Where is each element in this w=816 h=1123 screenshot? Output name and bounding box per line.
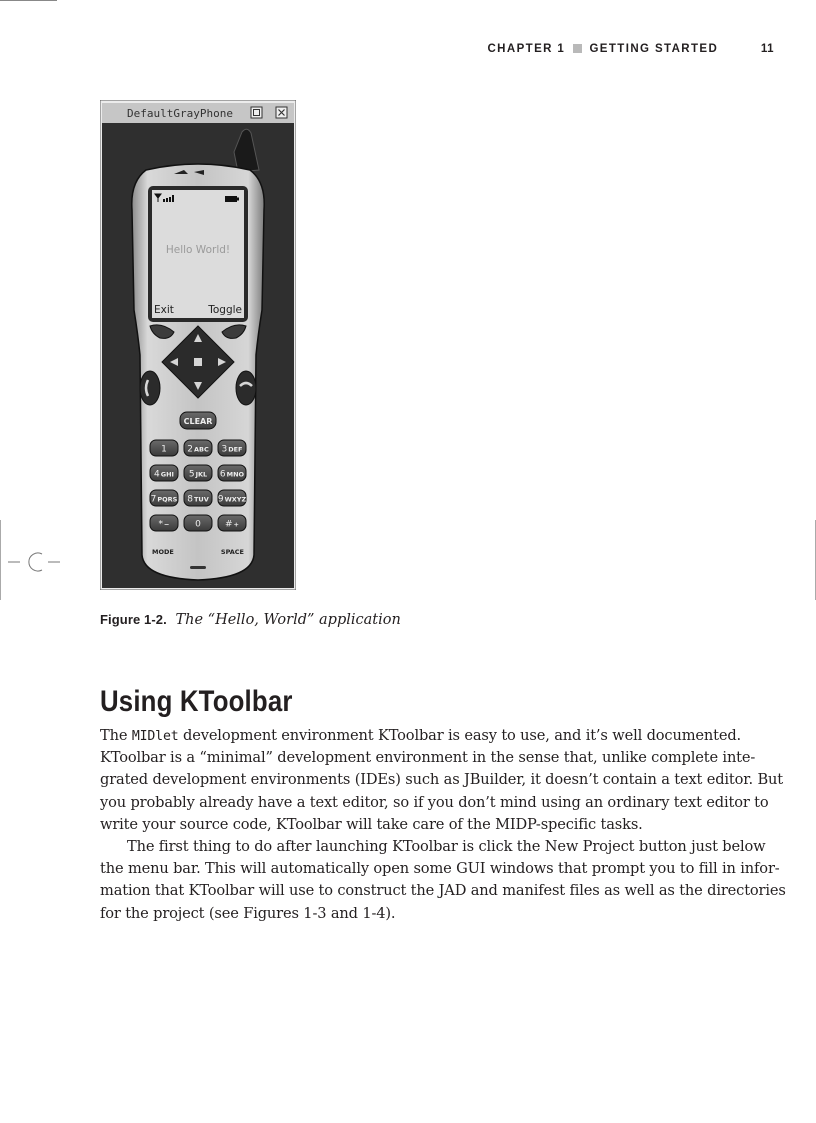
soft-key-right-label: Toggle <box>208 304 242 316</box>
chapter-title: GETTING STARTED <box>589 43 719 55</box>
clear-button[interactable] <box>180 412 216 429</box>
space-label: SPACE <box>220 548 244 556</box>
keypad-key-label: 7PQRS <box>150 494 178 505</box>
nav-select-icon[interactable] <box>194 358 202 366</box>
maximize-icon[interactable] <box>251 107 262 118</box>
square-bullet-icon <box>573 44 582 53</box>
keypad-key-label: 1 <box>161 444 167 455</box>
keypad-key-label: 3DEF <box>221 444 243 455</box>
keypad-key-label: *− <box>158 519 170 530</box>
keypad-key[interactable] <box>218 515 246 531</box>
keypad-key[interactable] <box>184 490 212 506</box>
paragraph-2-line: the menu bar. This will automatically open some GUI windows that prompt you to fill in infor- <box>100 860 780 878</box>
soft-key-left-label: Exit <box>154 304 174 316</box>
emulator-screenshot <box>100 100 296 590</box>
page-number: 11 <box>760 43 774 55</box>
crop-mark-left <box>0 520 1 600</box>
keypad-key[interactable] <box>150 490 178 506</box>
keypad-key[interactable] <box>218 440 246 456</box>
keypad-key[interactable] <box>184 515 212 531</box>
keypad-key[interactable] <box>184 465 212 481</box>
speaker-grille <box>190 566 206 569</box>
keypad-key[interactable] <box>218 490 247 506</box>
keypad-key[interactable] <box>218 465 246 481</box>
keypad-key-label: 4GHI <box>154 469 174 480</box>
close-icon[interactable] <box>276 107 287 118</box>
end-call-button[interactable] <box>236 371 256 405</box>
inline-code: MIDlet <box>131 729 179 744</box>
text-run: development environment KToolbar is easy to use, and it’s well documented. <box>178 727 742 744</box>
call-button[interactable] <box>140 371 160 405</box>
paragraph-2-line: mation that KToolbar will use to construct the JAD and manifest files as well as the directories <box>100 882 786 900</box>
running-head <box>400 43 774 55</box>
keypad-key-label: 8TUV <box>187 494 209 505</box>
paragraph-1-line <box>100 725 740 747</box>
crop-mark-top <box>0 0 57 1</box>
keypad-key-label: #+ <box>225 519 239 530</box>
keypad-key[interactable] <box>150 515 178 531</box>
chapter-label: CHAPTER 1 <box>487 43 566 55</box>
keypad-key[interactable] <box>150 440 178 456</box>
keypad-key[interactable] <box>184 440 212 456</box>
figure-caption <box>100 612 600 628</box>
section-heading: Using KToolbar <box>100 685 293 718</box>
paragraph-1-line: you probably already have a text editor, so if you don’t mind using an ordinary text editor to <box>100 793 769 811</box>
registration-mark <box>8 552 64 572</box>
battery-icon <box>225 196 239 202</box>
paragraph-1-line: grated development environments (IDEs) such as JBuilder, it doesn’t contain a text editor. But <box>100 771 784 789</box>
keypad-key-label: 0 <box>195 519 201 530</box>
body-text <box>100 725 786 925</box>
keypad-key-label: 6MNO <box>219 469 245 480</box>
keypad-key-label: 9WXYZ <box>217 494 247 505</box>
figure-label: Figure 1-2. <box>100 612 167 627</box>
paragraph-1-line: KToolbar is a “minimal” development environment in the sense that, unlike complete inte- <box>100 749 756 767</box>
keypad-key-label: 2ABC <box>187 444 209 455</box>
mode-label: MODE <box>152 548 174 556</box>
window-title: DefaultGrayPhone <box>127 107 233 120</box>
keypad-key-label: 5JKL <box>188 469 208 480</box>
paragraph-2-line: The first thing to do after launching KToolbar is click the New Project button just below <box>127 837 766 855</box>
clear-label: CLEAR <box>183 417 213 426</box>
keypad-key[interactable] <box>150 465 178 481</box>
figure-caption-text: The “Hello, World” application <box>175 612 401 628</box>
text-run: The <box>100 727 132 744</box>
paragraph-1-line: write your source code, KToolbar will take care of the MIDP-specific tasks. <box>100 815 643 833</box>
paragraph-2-line: for the project (see Figures 1-3 and 1-4). <box>100 904 396 922</box>
screen-message: Hello World! <box>165 244 231 256</box>
